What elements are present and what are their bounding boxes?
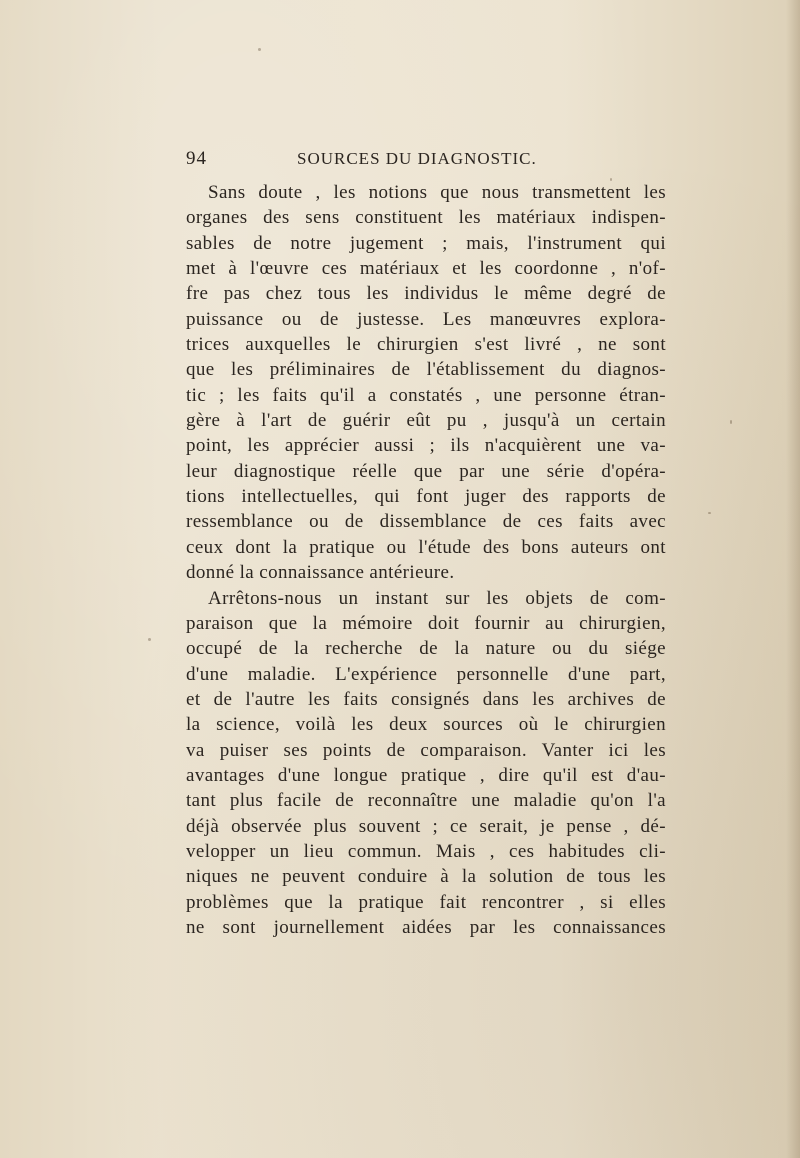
text-line: puissance ou de justesse. Les manœuvres explora- [186,308,666,330]
text-line: déjà observée plus souvent ; ce serait, je pense , dé- [186,815,666,837]
text-line: donné la connaissance antérieure. [186,562,455,584]
text-line: sables de notre jugement ; mais, l'instrument qui [186,232,666,254]
paper-speck [708,512,711,514]
text-line: organes des sens constituent les matériaux indispen- [186,207,666,229]
text-line: niques ne peuvent conduire à la solution de tous les [186,866,666,888]
text-line: gère à l'art de guérir eût pu , jusqu'à un certain [186,410,666,432]
text-line: problèmes que la pratique fait rencontrer , si elles [186,891,666,913]
text-line: ressemblance ou de dissemblance de ces faits avec [186,511,666,533]
page-number: 94 [186,148,207,169]
text-line: ne sont journellement aidées par les connaissances [186,916,666,938]
paper-speck [258,48,261,51]
text-line: et de l'autre les faits consignés dans les archives de [186,688,666,710]
body-text [186,180,666,940]
text-line: paraison que la mémoire doit fournir au chirurgien, [186,612,666,634]
text-line: leur diagnostique réelle que par une série d'opéra- [186,460,666,482]
page-edge-shadow [786,0,800,1158]
text-line: trices auxquelles le chirurgien s'est livré , ne sont [186,334,666,356]
text-line: tant plus facile de reconnaître une maladie qu'on l'a [186,790,666,812]
text-line: occupé de la recherche de la nature ou du siége [186,638,666,660]
text-line: Sans doute , les notions que nous transmettent les [208,182,666,203]
text-line: d'une maladie. L'expérience personnelle d'une part, [186,663,666,685]
paper-speck [730,420,732,424]
running-header [186,148,666,172]
paper-speck [148,638,151,641]
text-line: met à l'œuvre ces matériaux et les coordonne , n'of- [186,258,666,280]
text-line: Arrêtons-nous un instant sur les objets de com- [208,587,666,609]
text-line: tic ; les faits qu'il a constatés , une personne étran- [186,384,666,406]
running-title: SOURCES DU DIAGNOSTIC. [297,149,537,168]
text-line: velopper un lieu commun. Mais , ces habitudes cli- [186,840,666,862]
text-line: la science, voilà les deux sources où le chirurgien [186,714,666,736]
text-line: point, les apprécier aussi ; ils n'acquièrent une va- [186,435,666,457]
text-line: ceux dont la pratique ou l'étude des bons auteurs ont [186,536,666,558]
text-line: va puiser ses points de comparaison. Vanter ici les [186,739,666,761]
text-line: avantages d'une longue pratique , dire qu'il est d'au- [186,764,666,786]
text-line: que les préliminaires de l'établissement du diagnos- [186,359,666,381]
text-line: fre pas chez tous les individus le même degré de [186,283,666,305]
text-line: tions intellectuelles, qui font juger des rapports de [186,486,666,508]
